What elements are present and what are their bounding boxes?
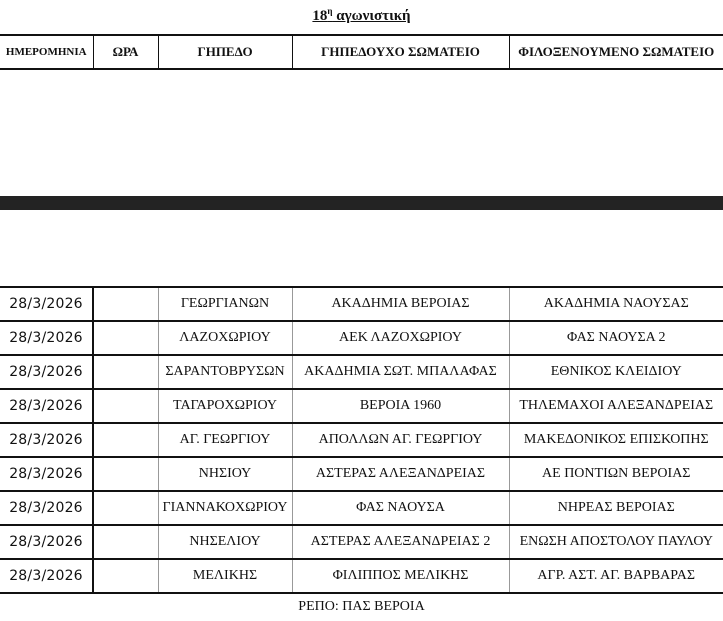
away-team: ΝΗΡΕΑΣ ΒΕΡΟΙΑΣ [509,491,723,525]
away-team: ΑΓΡ. ΑΣΤ. ΑΓ. ΒΑΡΒΑΡΑΣ [509,559,723,593]
header-date: ΗΜΕΡΟΜΗΝΙΑ [0,35,93,69]
match-time [93,457,158,491]
bye-note: ΡΕΠΟ: ΠΑΣ ΒΕΡΟΙΑ [298,599,425,614]
table-row [0,457,723,491]
home-team: ΑΠΟΛΛΩΝ ΑΓ. ΓΕΩΡΓΙΟΥ [292,423,509,457]
match-venue: ΜΕΛΙΚΗΣ [158,559,292,593]
match-date: 28/3/2026 [0,559,93,593]
schedule-table [0,286,723,594]
match-venue: ΝΗΣΙΟΥ [158,457,292,491]
match-date: 28/3/2026 [0,491,93,525]
match-venue: ΑΓ. ΓΕΩΡΓΙΟΥ [158,423,292,457]
header-venue: ΓΗΠΕΔΟ [158,35,292,69]
table-row [0,355,723,389]
home-team: ΑΕΚ ΛΑΖΟΧΩΡΙΟΥ [292,321,509,355]
header-away-team: ΦΙΛΟΞΕΝΟΥΜΕΝΟ ΣΩΜΑΤΕΙΟ [509,35,723,69]
header-home-team: ΓΗΠΕΔΟΥΧΟ ΣΩΜΑΤΕΙΟ [292,35,509,69]
match-venue: ΛΑΖΟΧΩΡΙΟΥ [158,321,292,355]
match-date: 28/3/2026 [0,423,93,457]
table-row [0,491,723,525]
table-row [0,559,723,593]
match-date: 28/3/2026 [0,321,93,355]
round-number: 18 [312,8,328,24]
match-date: 28/3/2026 [0,525,93,559]
match-time [93,423,158,457]
match-venue: ΣΑΡΑΝΤΟΒΡΥΣΩΝ [158,355,292,389]
home-team: ΦΙΛΙΠΠΟΣ ΜΕΛΙΚΗΣ [292,559,509,593]
match-date: 28/3/2026 [0,355,93,389]
match-time [93,321,158,355]
home-team: ΑΣΤΕΡΑΣ ΑΛΕΞΑΝΔΡΕΙΑΣ [292,457,509,491]
match-time [93,559,158,593]
match-date: 28/3/2026 [0,389,93,423]
match-date: 28/3/2026 [0,287,93,321]
home-team: ΑΚΑΔΗΜΙΑ ΒΕΡΟΙΑΣ [292,287,509,321]
match-venue: ΤΑΓΑΡΟΧΩΡΙΟΥ [158,389,292,423]
home-team: ΑΚΑΔΗΜΙΑ ΣΩΤ. ΜΠΑΛΑΦΑΣ [292,355,509,389]
home-team: ΑΣΤΕΡΑΣ ΑΛΕΞΑΝΔΡΕΙΑΣ 2 [292,525,509,559]
away-team: ΕΘΝΙΚΟΣ ΚΛΕΙΔΙΟΥ [509,355,723,389]
match-venue: ΓΙΑΝΝΑΚΟΧΩΡΙΟΥ [158,491,292,525]
round-title [0,6,723,25]
home-team: ΦΑΣ ΝΑΟΥΣΑ [292,491,509,525]
match-venue: ΓΕΩΡΓΙΑΝΩΝ [158,287,292,321]
round-label: αγωνιστική [332,8,411,24]
away-team: ΤΗΛΕΜΑΧΟΙ ΑΛΕΞΑΝΔΡΕΙΑΣ [509,389,723,423]
match-time [93,355,158,389]
match-venue: ΝΗΣΕΛΙΟΥ [158,525,292,559]
home-team: ΒΕΡΟΙΑ 1960 [292,389,509,423]
away-team: ΕΝΩΣΗ ΑΠΟΣΤΟΛΟΥ ΠΑΥΛΟΥ [509,525,723,559]
match-time [93,491,158,525]
header-time: ΩΡΑ [93,35,158,69]
match-time [93,389,158,423]
table-row [0,287,723,321]
match-date: 28/3/2026 [0,457,93,491]
schedule-header [0,34,723,70]
away-team: ΑΚΑΔΗΜΙΑ ΝΑΟΥΣΑΣ [509,287,723,321]
away-team: ΜΑΚΕΔΟΝΙΚΟΣ ΕΠΙΣΚΟΠΗΣ [509,423,723,457]
round-superscript: η [327,6,333,16]
table-row [0,423,723,457]
header-row [0,35,723,69]
separator-band [0,196,723,210]
match-time [93,287,158,321]
away-team: ΦΑΣ ΝΑΟΥΣΑ 2 [509,321,723,355]
table-row [0,321,723,355]
table-row [0,389,723,423]
match-time [93,525,158,559]
away-team: ΑΕ ΠΟΝΤΙΩΝ ΒΕΡΟΙΑΣ [509,457,723,491]
table-row [0,525,723,559]
